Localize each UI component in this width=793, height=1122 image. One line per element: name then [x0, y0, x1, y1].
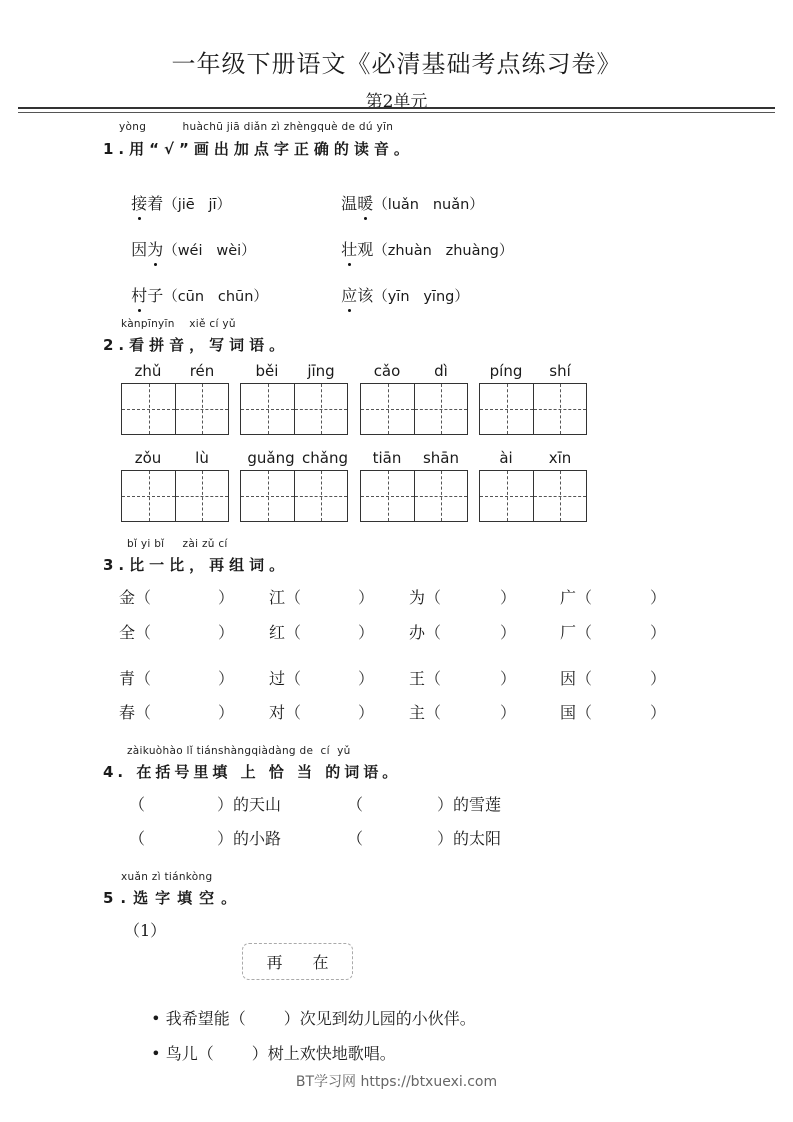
close-paren: ） [218, 703, 235, 722]
compare-item: 国（ [560, 703, 593, 722]
close-paren: ） [358, 623, 375, 642]
sentence-2: • 鸟儿（ ）树上欢快地歌唱。 [151, 1044, 396, 1063]
compare-item: 因（ [560, 669, 593, 688]
q5-pinyin: xuǎn zì tiánkòng [121, 871, 213, 883]
fill-item: ）的雪莲 [437, 795, 502, 814]
writing-grid[interactable] [360, 470, 468, 522]
grid-cell[interactable] [294, 384, 347, 434]
close-paren: ） [650, 588, 667, 607]
word-pinyin: shān [422, 449, 460, 467]
compare-item: 金（ [119, 588, 152, 607]
q1-pinyin: yòng huàchū jiā diǎn zì zhèngquè de dú yīn [119, 121, 394, 133]
close-paren: ） [650, 623, 667, 642]
grid-cell[interactable] [414, 384, 467, 434]
close-paren: ） [358, 588, 375, 607]
grid-cell[interactable] [533, 384, 586, 434]
word-pinyin: ài [499, 449, 513, 467]
compare-item: 青（ [119, 669, 152, 688]
close-paren: ） [218, 669, 235, 688]
compare-item: 对（ [269, 703, 302, 722]
pinyin-options[interactable]: （jiē jī） [163, 197, 232, 213]
compare-item: 江（ [269, 588, 302, 607]
compare-item: 红（ [269, 623, 302, 642]
word-pinyin: dì [434, 362, 448, 380]
dotted-char: 接 [131, 191, 147, 214]
writing-grid[interactable] [121, 470, 229, 522]
dotted-char: 暖 [357, 191, 373, 214]
word-choice-box [242, 943, 353, 980]
word-pinyin: cǎo [373, 362, 401, 380]
close-paren: ） [358, 703, 375, 722]
q2-pinyin: kànpīnyīn xiě cí yǔ [121, 318, 236, 330]
bullet-icon: • [151, 1044, 161, 1063]
unit-subtitle: 第2单元 [365, 92, 428, 112]
word-pinyin: shí [549, 362, 571, 380]
word-pinyin: chǎng [302, 449, 348, 467]
grid-cell[interactable] [414, 471, 467, 521]
word-pinyin: píng [489, 362, 523, 380]
pinyin-options[interactable]: （cūn chūn） [163, 289, 268, 305]
dotted-char: 应 [341, 283, 357, 306]
bullet-icon: • [151, 1009, 161, 1028]
word-pinyin: xīn [548, 449, 572, 467]
word-pinyin: zhǔ [134, 362, 162, 380]
word-pinyin: guǎng [247, 449, 295, 467]
dotted-char: 为 [147, 237, 163, 260]
close-paren: ） [218, 623, 235, 642]
grid-cell[interactable] [122, 471, 175, 521]
writing-grid[interactable] [360, 383, 468, 435]
q4-title: 4. 在括号里填 上 恰 当 的词语。 [103, 763, 402, 781]
word-pinyin: tiān [372, 449, 402, 467]
writing-grid[interactable] [479, 470, 587, 522]
grid-cell[interactable] [241, 471, 294, 521]
close-paren: ） [650, 703, 667, 722]
compare-item: 过（ [269, 669, 302, 688]
close-paren: ） [500, 623, 517, 642]
q2-title: 2.看拼音，写词语。 [103, 336, 290, 354]
dotted-char: 壮 [341, 237, 357, 260]
close-paren: ） [500, 588, 517, 607]
pinyin-options[interactable]: （zhuàn zhuàng） [373, 243, 514, 259]
choice-option[interactable]: 再 [266, 953, 283, 972]
blank-open-paren[interactable]: （ [347, 795, 364, 814]
q1-item-3: 因为（wéi wèi） [121, 218, 256, 260]
pinyin-options[interactable]: （yīn yīng） [373, 289, 469, 305]
q5-title: 5.选字填空。 [103, 889, 244, 907]
grid-cell[interactable] [361, 471, 414, 521]
choice-option[interactable]: 在 [312, 953, 329, 972]
q1-item-2: 温暖（luǎn nuǎn） [331, 172, 484, 214]
dotted-char: 村 [131, 283, 147, 306]
compare-item: 厂（ [560, 623, 593, 642]
blank-open-paren[interactable]: （ [129, 795, 146, 814]
compare-item: 王（ [409, 669, 442, 688]
blank-open-paren[interactable]: （ [347, 829, 364, 848]
pinyin-options[interactable]: （wéi wèi） [163, 243, 256, 259]
footer-watermark: BT学习网 https://btxuexi.com [295, 1074, 498, 1090]
q3-title: 3.比一比，再组词。 [103, 556, 290, 574]
word-pinyin: jīng [307, 362, 335, 380]
q3-pinyin: bǐ yi bǐ zài zǔ cí [127, 538, 228, 550]
compare-item: 广（ [560, 588, 593, 607]
fill-item: ）的小路 [217, 829, 282, 848]
close-paren: ） [500, 669, 517, 688]
sentence-1: • 我希望能（ ）次见到幼儿园的小伙伴。 [151, 1009, 476, 1028]
fill-item: ）的太阳 [437, 829, 502, 848]
word-pinyin: běi [255, 362, 279, 380]
close-paren: ） [650, 669, 667, 688]
fill-item: ）的天山 [217, 795, 282, 814]
grid-cell[interactable] [533, 471, 586, 521]
q1-item-6: 应该（yīn yīng） [331, 264, 469, 306]
close-paren: ） [218, 588, 235, 607]
header-divider-thin [18, 112, 775, 113]
compare-item: 春（ [119, 703, 152, 722]
grid-cell[interactable] [480, 384, 533, 434]
grid-cell[interactable] [480, 471, 533, 521]
compare-item: 主（ [409, 703, 442, 722]
q1-title: 1.用“√”画出加点字正确的读音。 [103, 140, 414, 158]
writing-grid[interactable] [121, 383, 229, 435]
q5-part-label: （1） [124, 921, 167, 940]
page-title: 一年级下册语文《必清基础考点练习卷》 [171, 50, 622, 78]
header-divider-thick [18, 107, 775, 109]
grid-cell[interactable] [175, 471, 228, 521]
grid-cell[interactable] [241, 384, 294, 434]
grid-cell[interactable] [361, 384, 414, 434]
q1-item-5: 村子（cūn chūn） [121, 264, 268, 306]
compare-item: 办（ [409, 623, 442, 642]
q1-item-1: 接着（jiē jī） [121, 172, 231, 214]
word-pinyin: lù [195, 449, 209, 467]
q1-item-4: 壮观（zhuàn zhuàng） [331, 218, 513, 260]
word-pinyin: zǒu [134, 449, 162, 467]
grid-cell[interactable] [175, 384, 228, 434]
blank-open-paren[interactable]: （ [129, 829, 146, 848]
writing-grid[interactable] [240, 470, 348, 522]
pinyin-options[interactable]: （luǎn nuǎn） [373, 197, 484, 213]
q4-pinyin: zàikuòhào lǐ tiánshàngqiàdàng de cí yǔ [127, 745, 351, 757]
grid-cell[interactable] [294, 471, 347, 521]
word-pinyin: rén [189, 362, 215, 380]
writing-grid[interactable] [479, 383, 587, 435]
writing-grid[interactable] [240, 383, 348, 435]
close-paren: ） [500, 703, 517, 722]
grid-cell[interactable] [122, 384, 175, 434]
close-paren: ） [358, 669, 375, 688]
compare-item: 全（ [119, 623, 152, 642]
compare-item: 为（ [409, 588, 442, 607]
